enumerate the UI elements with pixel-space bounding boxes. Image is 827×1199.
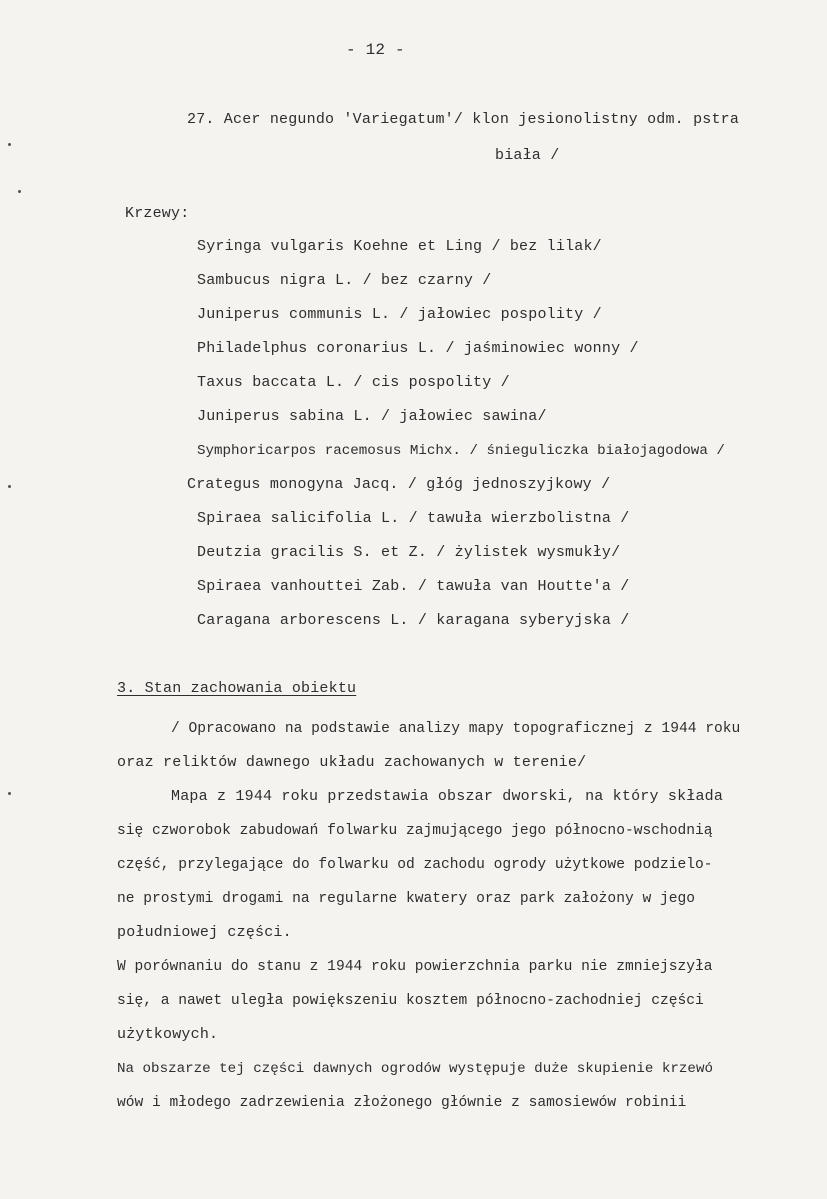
- paragraph-line: Mapa z 1944 roku przedstawia obszar dworski, na który składa: [171, 788, 724, 805]
- paragraph-line: część, przylegające do folwarku od zachodu ogrody użytkowe podzielo-: [117, 857, 713, 873]
- shrub-item: Philadelphus coronarius L. / jaśminowiec wonny /: [197, 340, 639, 357]
- margin-mark: [8, 485, 11, 488]
- shrub-item: Juniperus communis L. / jałowiec pospolity /: [197, 306, 602, 323]
- paragraph-line: ne prostymi drogami na regularne kwatery oraz park założony w jego: [117, 891, 696, 907]
- shrub-item: Deutzia gracilis S. et Z. / żylistek wysmukły/: [197, 544, 621, 561]
- paragraph-line: W porównaniu do stanu z 1944 roku powierzchnia parku nie zmniejszyła: [117, 959, 713, 975]
- shrub-item: Spiraea vanhouttei Zab. / tawuła van Houtte'a /: [197, 578, 630, 595]
- paragraph-line: oraz reliktów dawnego układu zachowanych w terenie/: [117, 754, 587, 771]
- shrub-item: Syringa vulgaris Koehne et Ling / bez lilak/: [197, 238, 602, 255]
- shrub-item: Sambucus nigra L. / bez czarny /: [197, 272, 492, 289]
- paragraph-line: południowej części.: [117, 924, 292, 941]
- paragraph-line: się czworobok zabudowań folwarku zajmującego jego północno-wschodnią: [117, 823, 713, 839]
- paragraph-line: się, a nawet uległa powiększeniu kosztem północno-zachodniej części: [117, 993, 704, 1009]
- paragraph-line: Na obszarze tej części dawnych ogrodów występuje duże skupienie krzewó: [117, 1061, 713, 1077]
- paragraph-line: / Opracowano na podstawie analizy mapy topograficznej z 1944 roku: [171, 721, 741, 737]
- shrub-item: Symphoricarpos racemosus Michx. / śnieguliczka białojagodowa /: [197, 443, 725, 459]
- page-number: - 12 -: [346, 41, 405, 59]
- shrub-item: Taxus baccata L. / cis pospolity /: [197, 374, 510, 391]
- shrub-item: Spiraea salicifolia L. / tawuła wierzbolistna /: [197, 510, 630, 527]
- shrub-item: Caragana arborescens L. / karagana syberyjska /: [197, 612, 630, 629]
- entry-27-line-2: biała /: [495, 147, 560, 164]
- margin-mark: [18, 190, 21, 193]
- shrub-item: Juniperus sabina L. / jałowiec sawina/: [197, 408, 547, 425]
- section-3-heading: 3. Stan zachowania obiektu: [117, 680, 357, 697]
- paragraph-line: wów i młodego zadrzewienia złożonego głównie z samosiewów robinii: [117, 1095, 687, 1111]
- paragraph-line: użytkowych.: [117, 1026, 219, 1043]
- shrubs-heading: Krzewy:: [125, 205, 190, 222]
- shrub-item: Crategus monogyna Jacq. / głóg jednoszyjkowy /: [187, 476, 611, 493]
- margin-mark: [8, 143, 11, 146]
- margin-mark: [8, 792, 11, 795]
- entry-27-line-1: 27. Acer negundo 'Variegatum'/ klon jesionolistny odm. pstra: [187, 111, 740, 128]
